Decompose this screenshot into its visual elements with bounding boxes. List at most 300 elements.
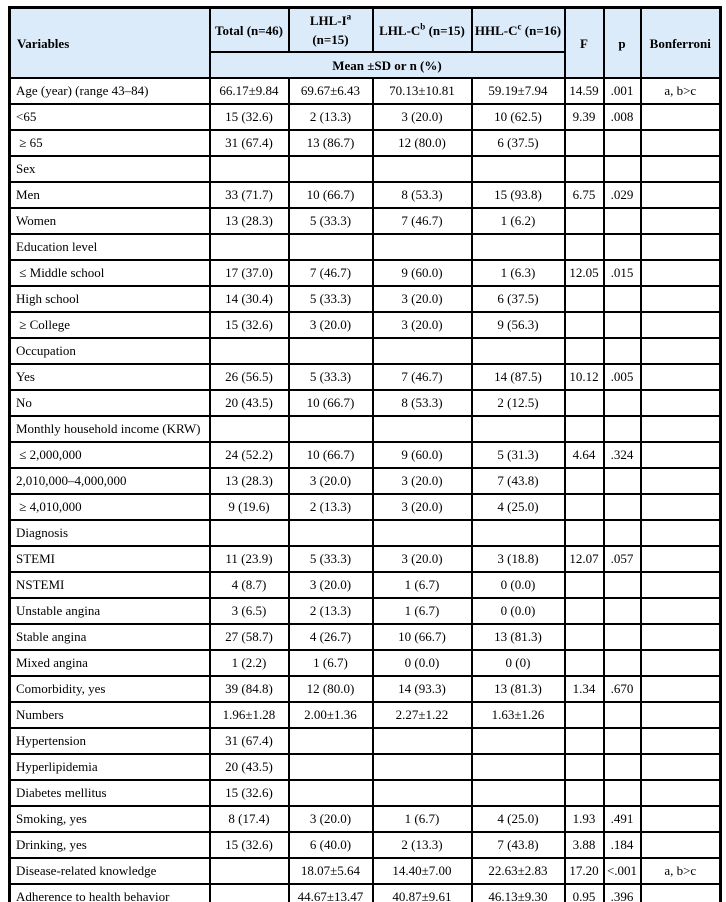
cell-bonferroni (641, 494, 721, 520)
table-row (10, 260, 721, 286)
cell-lhl-c: 1 (6.7) (373, 598, 472, 624)
cell-hhl-c: 1 (6.2) (472, 208, 565, 234)
cell-lhl-i: 18.07±5.64 (289, 858, 373, 884)
cell-total (210, 858, 289, 884)
cell-bonferroni (641, 182, 721, 208)
cell-lhl-c: 1 (6.7) (373, 572, 472, 598)
cell-lhl-i: 5 (33.3) (289, 546, 373, 572)
cell-total: 20 (43.5) (210, 390, 289, 416)
cell-hhl-c: 0 (0.0) (472, 598, 565, 624)
row-label: ≥ 4,010,000 (10, 494, 210, 520)
cell-bonferroni (641, 130, 721, 156)
cell-total: 9 (19.6) (210, 494, 289, 520)
participant-characteristics-table (8, 6, 722, 902)
cell-p (604, 702, 641, 728)
cell-f: 1.34 (565, 676, 604, 702)
row-label: ≥ College (10, 312, 210, 338)
table-row (10, 442, 721, 468)
cell-lhl-c: 3 (20.0) (373, 546, 472, 572)
cell-lhl-i: 5 (33.3) (289, 286, 373, 312)
cell-p (604, 312, 641, 338)
cell-total: 31 (67.4) (210, 130, 289, 156)
row-label: ≤ 2,000,000 (10, 442, 210, 468)
table-row (10, 208, 721, 234)
cell-total: 24 (52.2) (210, 442, 289, 468)
cell-f (565, 650, 604, 676)
table-body (10, 78, 721, 902)
cell-lhl-i: 5 (33.3) (289, 364, 373, 390)
cell-bonferroni (641, 234, 721, 260)
table-row (10, 494, 721, 520)
cell-hhl-c: 0 (0) (472, 650, 565, 676)
row-label: Mixed angina (10, 650, 210, 676)
cell-lhl-c: 14 (93.3) (373, 676, 472, 702)
cell-bonferroni (641, 260, 721, 286)
cell-p (604, 624, 641, 650)
cell-hhl-c (472, 728, 565, 754)
table-row (10, 364, 721, 390)
row-label: STEMI (10, 546, 210, 572)
cell-lhl-i (289, 728, 373, 754)
cell-f (565, 390, 604, 416)
cell-p (604, 130, 641, 156)
cell-total: 15 (32.6) (210, 104, 289, 130)
cell-f: 0.95 (565, 884, 604, 902)
col-header-hhl-c-text: HHL-C (474, 22, 518, 38)
cell-lhl-c: 3 (20.0) (373, 468, 472, 494)
cell-bonferroni (641, 884, 721, 902)
cell-p: .005 (604, 364, 641, 390)
cell-p: .001 (604, 78, 641, 104)
cell-p: .184 (604, 832, 641, 858)
cell-hhl-c (472, 156, 565, 182)
cell-bonferroni (641, 676, 721, 702)
cell-bonferroni (641, 598, 721, 624)
cell-p (604, 234, 641, 260)
row-label: Smoking, yes (10, 806, 210, 832)
row-label: NSTEMI (10, 572, 210, 598)
cell-lhl-i: 10 (66.7) (289, 390, 373, 416)
cell-lhl-c (373, 234, 472, 260)
cell-hhl-c (472, 780, 565, 806)
cell-p: .015 (604, 260, 641, 286)
cell-p (604, 156, 641, 182)
cell-bonferroni (641, 650, 721, 676)
col-header-hhl-c-n: (n=16) (521, 22, 562, 38)
cell-bonferroni (641, 468, 721, 494)
cell-lhl-i: 2 (13.3) (289, 494, 373, 520)
cell-total: 33 (71.7) (210, 182, 289, 208)
table-row (10, 858, 721, 884)
table-row (10, 754, 721, 780)
cell-hhl-c: 4 (25.0) (472, 494, 565, 520)
row-label: Comorbidity, yes (10, 676, 210, 702)
cell-bonferroni (641, 624, 721, 650)
row-label: Numbers (10, 702, 210, 728)
table-row (10, 572, 721, 598)
cell-total (210, 338, 289, 364)
cell-bonferroni (641, 754, 721, 780)
table-row (10, 390, 721, 416)
cell-lhl-i: 2 (13.3) (289, 104, 373, 130)
cell-f (565, 416, 604, 442)
cell-total: 27 (58.7) (210, 624, 289, 650)
cell-bonferroni (641, 442, 721, 468)
subheader-mean-sd: Mean ±SD or n (%) (210, 52, 565, 78)
cell-f (565, 520, 604, 546)
cell-p: .324 (604, 442, 641, 468)
cell-f: 6.75 (565, 182, 604, 208)
cell-hhl-c (472, 416, 565, 442)
cell-total (210, 156, 289, 182)
cell-lhl-c: 9 (60.0) (373, 260, 472, 286)
cell-p (604, 780, 641, 806)
cell-p (604, 728, 641, 754)
cell-lhl-c: 7 (46.7) (373, 364, 472, 390)
table-row (10, 104, 721, 130)
row-label: Adherence to health behavior (10, 884, 210, 902)
table-row (10, 286, 721, 312)
table-row (10, 468, 721, 494)
cell-lhl-i (289, 520, 373, 546)
cell-p (604, 416, 641, 442)
cell-hhl-c: 46.13±9.30 (472, 884, 565, 902)
col-header-total-n: (n=46) (243, 22, 283, 38)
table-row (10, 156, 721, 182)
row-label: Unstable angina (10, 598, 210, 624)
cell-lhl-c: 3 (20.0) (373, 312, 472, 338)
superscript-b: b (420, 21, 426, 32)
cell-total (210, 234, 289, 260)
cell-lhl-c: 7 (46.7) (373, 208, 472, 234)
cell-p: .057 (604, 546, 641, 572)
cell-total (210, 416, 289, 442)
cell-f (565, 754, 604, 780)
cell-lhl-i (289, 234, 373, 260)
cell-lhl-c: 10 (66.7) (373, 624, 472, 650)
cell-f (565, 234, 604, 260)
table-row (10, 312, 721, 338)
cell-bonferroni (641, 520, 721, 546)
cell-total (210, 884, 289, 902)
cell-lhl-c: 3 (20.0) (373, 286, 472, 312)
cell-total: 13 (28.3) (210, 468, 289, 494)
col-header-p: p (604, 8, 641, 79)
cell-lhl-c: 1 (6.7) (373, 806, 472, 832)
row-label: ≥ 65 (10, 130, 210, 156)
col-header-lhl-c (373, 8, 472, 53)
cell-lhl-i: 3 (20.0) (289, 572, 373, 598)
cell-total (210, 520, 289, 546)
cell-p: .029 (604, 182, 641, 208)
cell-lhl-i: 6 (40.0) (289, 832, 373, 858)
cell-total: 3 (6.5) (210, 598, 289, 624)
cell-lhl-c (373, 520, 472, 546)
table-row (10, 676, 721, 702)
cell-lhl-c (373, 416, 472, 442)
col-header-hhl-c (472, 8, 565, 53)
cell-total: 1 (2.2) (210, 650, 289, 676)
cell-lhl-i (289, 416, 373, 442)
cell-lhl-i: 3 (20.0) (289, 468, 373, 494)
cell-hhl-c: 7 (43.8) (472, 832, 565, 858)
cell-f: 1.93 (565, 806, 604, 832)
cell-f (565, 728, 604, 754)
cell-hhl-c: 6 (37.5) (472, 130, 565, 156)
row-label: ≤ Middle school (10, 260, 210, 286)
cell-bonferroni (641, 364, 721, 390)
cell-p (604, 494, 641, 520)
cell-total: 26 (56.5) (210, 364, 289, 390)
cell-bonferroni: a, b>c (641, 858, 721, 884)
cell-bonferroni (641, 728, 721, 754)
table-row (10, 832, 721, 858)
cell-f: 9.39 (565, 104, 604, 130)
cell-lhl-i: 3 (20.0) (289, 312, 373, 338)
table-row (10, 546, 721, 572)
cell-f: 4.64 (565, 442, 604, 468)
cell-total: 15 (32.6) (210, 780, 289, 806)
row-label: Men (10, 182, 210, 208)
cell-f (565, 208, 604, 234)
cell-hhl-c: 5 (31.3) (472, 442, 565, 468)
cell-hhl-c (472, 234, 565, 260)
cell-f: 17.20 (565, 858, 604, 884)
cell-p (604, 520, 641, 546)
cell-p (604, 286, 641, 312)
cell-bonferroni: a, b>c (641, 78, 721, 104)
table-header (10, 8, 721, 79)
cell-p (604, 338, 641, 364)
row-label: Age (year) (range 43–84) (10, 78, 210, 104)
col-header-lhl-i-text: LHL-I (309, 13, 347, 28)
table-row (10, 416, 721, 442)
cell-total: 15 (32.6) (210, 312, 289, 338)
cell-bonferroni (641, 208, 721, 234)
cell-f (565, 572, 604, 598)
cell-f: 3.88 (565, 832, 604, 858)
cell-lhl-c (373, 156, 472, 182)
cell-p: .670 (604, 676, 641, 702)
cell-f (565, 468, 604, 494)
cell-lhl-c (373, 728, 472, 754)
table-row (10, 520, 721, 546)
cell-hhl-c (472, 754, 565, 780)
table-row (10, 702, 721, 728)
cell-bonferroni (641, 312, 721, 338)
cell-total: 8 (17.4) (210, 806, 289, 832)
col-header-lhl-i-n: (n=15) (312, 32, 349, 47)
cell-lhl-c: 14.40±7.00 (373, 858, 472, 884)
cell-lhl-c: 70.13±10.81 (373, 78, 472, 104)
table-row (10, 624, 721, 650)
cell-f: 10.12 (565, 364, 604, 390)
cell-lhl-c: 2 (13.3) (373, 832, 472, 858)
cell-hhl-c: 0 (0.0) (472, 572, 565, 598)
cell-lhl-c: 8 (53.3) (373, 390, 472, 416)
cell-f (565, 312, 604, 338)
cell-lhl-c: 2.27±1.22 (373, 702, 472, 728)
cell-f (565, 598, 604, 624)
cell-lhl-i: 4 (26.7) (289, 624, 373, 650)
cell-lhl-i: 1 (6.7) (289, 650, 373, 676)
cell-lhl-c: 40.87±9.61 (373, 884, 472, 902)
cell-hhl-c: 6 (37.5) (472, 286, 565, 312)
cell-total: 11 (23.9) (210, 546, 289, 572)
cell-total: 15 (32.6) (210, 832, 289, 858)
row-label: 2,010,000–4,000,000 (10, 468, 210, 494)
cell-hhl-c: 59.19±7.94 (472, 78, 565, 104)
cell-bonferroni (641, 156, 721, 182)
row-label: Sex (10, 156, 210, 182)
cell-bonferroni (641, 338, 721, 364)
cell-total: 1.96±1.28 (210, 702, 289, 728)
col-header-lhl-c-text: LHL-C (379, 22, 421, 38)
row-label: Occupation (10, 338, 210, 364)
cell-hhl-c: 3 (18.8) (472, 546, 565, 572)
cell-total: 66.17±9.84 (210, 78, 289, 104)
table-row (10, 884, 721, 902)
cell-p: .396 (604, 884, 641, 902)
cell-total: 31 (67.4) (210, 728, 289, 754)
cell-total: 14 (30.4) (210, 286, 289, 312)
cell-p (604, 754, 641, 780)
cell-p (604, 390, 641, 416)
cell-hhl-c: 13 (81.3) (472, 676, 565, 702)
cell-hhl-c (472, 338, 565, 364)
row-label: High school (10, 286, 210, 312)
superscript-a: a (346, 11, 352, 22)
cell-lhl-i: 12 (80.0) (289, 676, 373, 702)
cell-lhl-i: 5 (33.3) (289, 208, 373, 234)
superscript-c: c (517, 21, 522, 32)
col-header-lhl-i (289, 8, 373, 53)
table-row (10, 182, 721, 208)
cell-lhl-c (373, 780, 472, 806)
row-label: Drinking, yes (10, 832, 210, 858)
col-header-lhl-c-n: (n=15) (425, 22, 465, 38)
cell-p (604, 572, 641, 598)
cell-p (604, 468, 641, 494)
row-label: No (10, 390, 210, 416)
cell-f: 14.59 (565, 78, 604, 104)
col-header-f: F (565, 8, 604, 79)
cell-hhl-c: 2 (12.5) (472, 390, 565, 416)
cell-hhl-c: 13 (81.3) (472, 624, 565, 650)
cell-p (604, 208, 641, 234)
cell-total: 39 (84.8) (210, 676, 289, 702)
row-label: <65 (10, 104, 210, 130)
cell-bonferroni (641, 390, 721, 416)
cell-lhl-c: 3 (20.0) (373, 104, 472, 130)
cell-lhl-i (289, 780, 373, 806)
cell-hhl-c: 14 (87.5) (472, 364, 565, 390)
cell-f (565, 624, 604, 650)
table-row (10, 598, 721, 624)
row-label: Disease-related knowledge (10, 858, 210, 884)
cell-lhl-i: 10 (66.7) (289, 442, 373, 468)
cell-bonferroni (641, 416, 721, 442)
cell-hhl-c: 22.63±2.83 (472, 858, 565, 884)
cell-lhl-c: 8 (53.3) (373, 182, 472, 208)
cell-bonferroni (641, 572, 721, 598)
cell-f (565, 130, 604, 156)
cell-f (565, 286, 604, 312)
cell-hhl-c: 4 (25.0) (472, 806, 565, 832)
cell-f (565, 702, 604, 728)
cell-lhl-i (289, 156, 373, 182)
cell-hhl-c: 9 (56.3) (472, 312, 565, 338)
cell-lhl-i: 10 (66.7) (289, 182, 373, 208)
cell-f (565, 338, 604, 364)
header-row-1 (10, 8, 721, 53)
cell-p: <.001 (604, 858, 641, 884)
cell-bonferroni (641, 286, 721, 312)
cell-p (604, 598, 641, 624)
cell-f (565, 494, 604, 520)
col-header-total (210, 8, 289, 53)
cell-p (604, 650, 641, 676)
cell-lhl-i: 7 (46.7) (289, 260, 373, 286)
cell-lhl-c: 0 (0.0) (373, 650, 472, 676)
row-label: Education level (10, 234, 210, 260)
cell-f: 12.07 (565, 546, 604, 572)
row-label: Hypertension (10, 728, 210, 754)
row-label: Diagnosis (10, 520, 210, 546)
row-label: Hyperlipidemia (10, 754, 210, 780)
cell-bonferroni (641, 702, 721, 728)
row-label: Monthly household income (KRW) (10, 416, 210, 442)
cell-lhl-i: 2.00±1.36 (289, 702, 373, 728)
cell-lhl-i (289, 754, 373, 780)
row-label: Diabetes mellitus (10, 780, 210, 806)
table-row (10, 78, 721, 104)
cell-lhl-c: 12 (80.0) (373, 130, 472, 156)
table-row (10, 130, 721, 156)
table-row (10, 650, 721, 676)
row-label: Women (10, 208, 210, 234)
cell-lhl-i: 2 (13.3) (289, 598, 373, 624)
col-header-bonferroni: Bonferroni (641, 8, 721, 79)
cell-lhl-c (373, 338, 472, 364)
cell-hhl-c (472, 520, 565, 546)
cell-lhl-c (373, 754, 472, 780)
cell-p: .008 (604, 104, 641, 130)
cell-lhl-i: 44.67±13.47 (289, 884, 373, 902)
table-row (10, 234, 721, 260)
table-row (10, 780, 721, 806)
cell-bonferroni (641, 780, 721, 806)
cell-lhl-c: 3 (20.0) (373, 494, 472, 520)
table-row (10, 806, 721, 832)
cell-hhl-c: 1 (6.3) (472, 260, 565, 286)
cell-total: 4 (8.7) (210, 572, 289, 598)
cell-lhl-i (289, 338, 373, 364)
cell-f (565, 156, 604, 182)
col-header-variables: Variables (10, 8, 210, 79)
cell-bonferroni (641, 832, 721, 858)
cell-bonferroni (641, 104, 721, 130)
row-label: Yes (10, 364, 210, 390)
cell-hhl-c: 10 (62.5) (472, 104, 565, 130)
cell-f: 12.05 (565, 260, 604, 286)
cell-hhl-c: 1.63±1.26 (472, 702, 565, 728)
cell-hhl-c: 7 (43.8) (472, 468, 565, 494)
cell-f (565, 780, 604, 806)
cell-hhl-c: 15 (93.8) (472, 182, 565, 208)
cell-total: 20 (43.5) (210, 754, 289, 780)
cell-total: 13 (28.3) (210, 208, 289, 234)
